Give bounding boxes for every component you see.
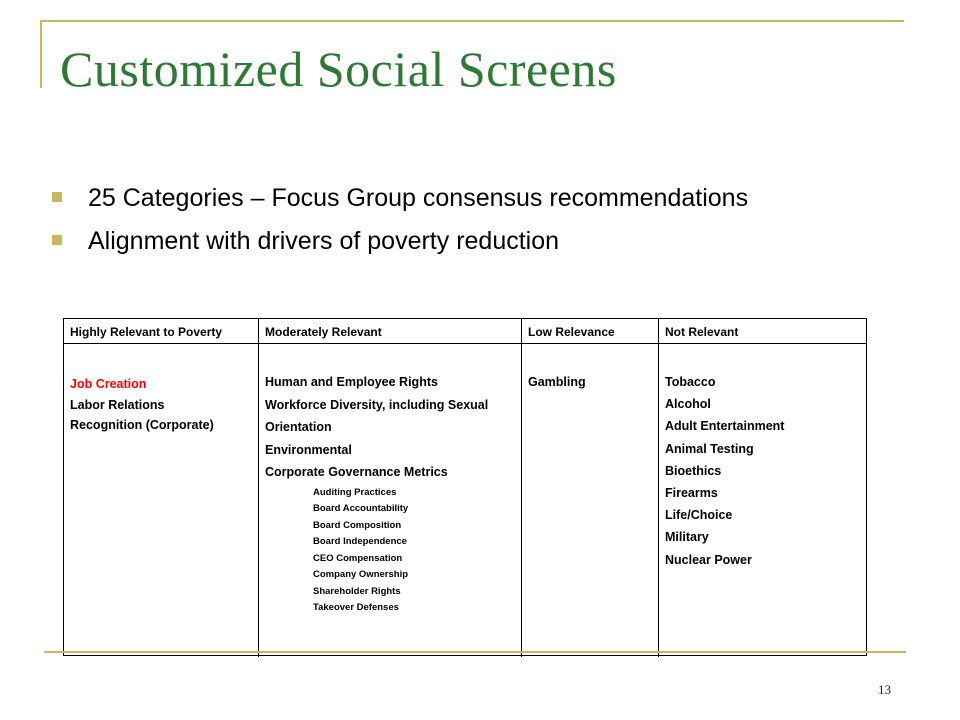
column-moderately-relevant [259, 344, 522, 657]
list-item: Orientation [265, 420, 332, 434]
bullet-text: 25 Categories – Focus Group consensus recommendations [88, 184, 749, 212]
square-bullet-icon [52, 192, 62, 202]
list-item: Gambling [528, 375, 586, 389]
sub-list-item: Shareholder Rights [313, 585, 401, 597]
list-item: Adult Entertainment [665, 419, 785, 434]
slide-title: Customized Social Screens [60, 41, 617, 97]
list-item: Life/Choice [665, 508, 733, 523]
list-item: Labor Relations [70, 397, 165, 412]
bullet-item [52, 225, 752, 257]
sub-list-item: CEO Compensation [313, 552, 403, 564]
sub-list-item: Board Accountability [313, 503, 409, 514]
list-item: Firearms [665, 486, 718, 501]
list-item: Workforce Diversity, including Sexual [265, 397, 489, 412]
list-item: Environmental [265, 442, 352, 457]
list-item: Alcohol [665, 397, 711, 412]
table-body-row [64, 344, 866, 657]
sub-list-item: Board Independence [313, 536, 407, 547]
list-item: Human and Employee Rights [265, 375, 438, 389]
sub-list-item: Takeover Defenses [313, 602, 399, 613]
list-item: Nuclear Power [665, 552, 752, 567]
column-not-relevant [659, 344, 866, 657]
governance-sub-list [265, 485, 521, 617]
header-low-relevance: Low Relevance [522, 319, 659, 343]
list-item: Tobacco [665, 375, 716, 389]
list-item: Job Creation [70, 377, 147, 391]
column-low-relevance [522, 344, 659, 657]
list-item: Military [665, 530, 709, 545]
list-item: Corporate Governance Metrics [265, 465, 448, 479]
bullet-text: Alignment with drivers of poverty reduction [88, 227, 560, 255]
header-moderately-relevant: Moderately Relevant [259, 319, 522, 343]
sub-list-item: Company Ownership [313, 569, 409, 580]
list-item: Animal Testing [665, 441, 754, 456]
bullet-item [52, 182, 752, 214]
frame-accent-horizontal [40, 20, 904, 22]
list-item: Recognition (Corporate) [70, 418, 214, 432]
relevance-table [63, 318, 867, 656]
table-header-row [64, 319, 866, 344]
footer-accent-line [44, 651, 906, 653]
square-bullet-icon [52, 235, 62, 245]
column-highly-relevant [64, 344, 259, 657]
header-highly-relevant: Highly Relevant to Poverty [64, 319, 259, 343]
header-not-relevant: Not Relevant [665, 325, 739, 339]
sub-list-item: Auditing Practices [313, 486, 397, 498]
list-item: Bioethics [665, 463, 722, 478]
page-number: 13 [878, 682, 891, 697]
frame-accent-vertical [40, 20, 42, 88]
sub-list-item: Board Composition [313, 519, 402, 531]
bullet-list [52, 182, 752, 268]
